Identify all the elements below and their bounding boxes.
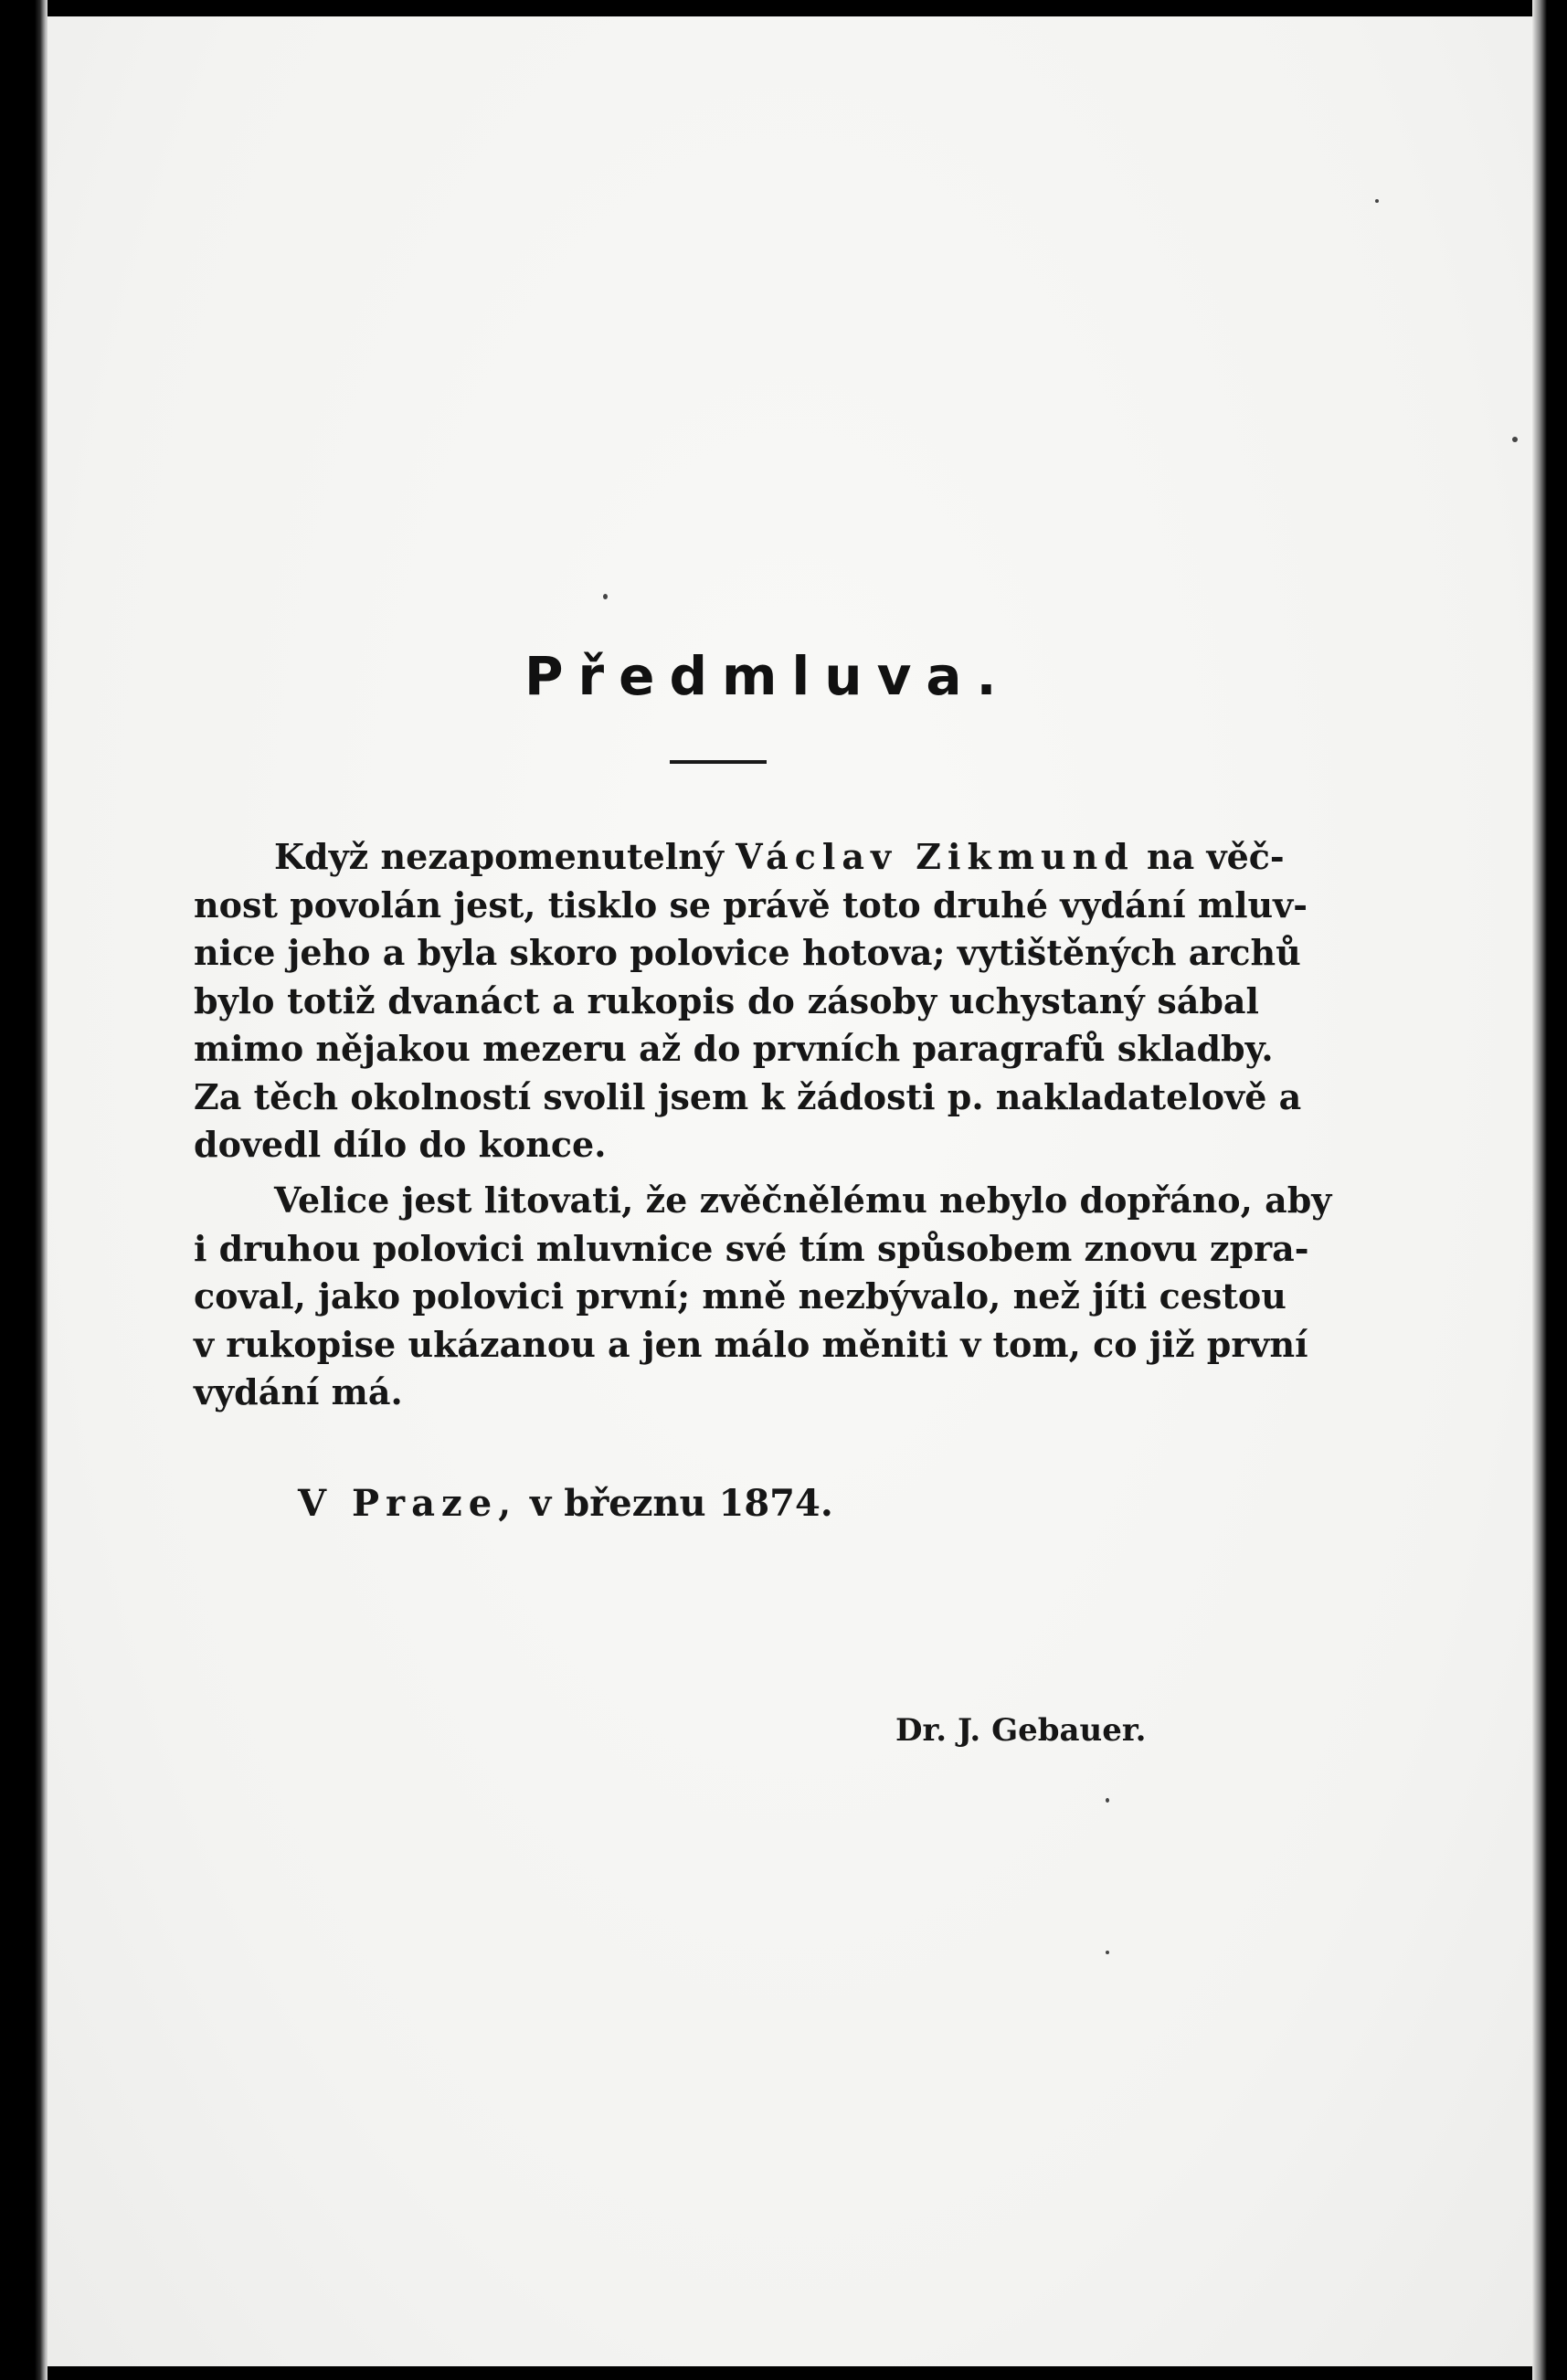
paragraph-line [194, 833, 1285, 882]
paragraph-line: bylo totiž dvanáct a rukopis do zásoby uchystaný sábal [194, 979, 1259, 1021]
page-right-edge [1532, 0, 1567, 2380]
page-title: Předmluva. [524, 645, 1011, 707]
paragraph-line: coval, jako polovici první; mně nezbývalo, než jíti cestou [194, 1275, 1286, 1317]
paper-speck [1375, 199, 1379, 203]
paragraph-2 [194, 1177, 1332, 1417]
author-name-spaced: Václav Zikmund [736, 836, 1135, 877]
line-text: Když nezapomenutelný [274, 836, 736, 877]
author-signature: Dr. J. Gebauer. [895, 1712, 1147, 1749]
paragraph-line: nice jeho a byla skoro polovice hotova; vytištěných archů [194, 932, 1301, 973]
dateline-date: v březnu 1874. [517, 1482, 833, 1525]
paragraph-line: i druhou polovici mluvnice své tím spůsobem znovu zpra- [194, 1227, 1309, 1269]
paragraph-line: mimo nějakou mezeru až do prvních paragrafů skladby. [194, 1028, 1274, 1069]
line-text: na věč- [1134, 836, 1285, 877]
title-divider [670, 760, 767, 764]
paragraph-1 [194, 833, 1308, 1169]
paragraph-line: Za těch okolností svolil jsem k žádosti p. nakladatelově a [194, 1075, 1302, 1117]
paragraph-line: Velice jest litovati, že zvěčnělému nebylo dopřáno, aby [274, 1179, 1332, 1221]
paragraph-line: nost povolán jest, tisklo se právě toto druhé vydání mluv- [194, 883, 1308, 926]
dateline [298, 1478, 833, 1529]
book-binding-edge [0, 0, 48, 2380]
dateline-place: V Praze, [298, 1482, 518, 1525]
paragraph-line: dovedl dílo do konce. [194, 1124, 607, 1165]
paper-speck [603, 594, 608, 599]
paper-speck [1106, 1798, 1109, 1803]
paper-speck [1512, 437, 1518, 442]
paragraph-line: v rukopise ukázanou a jen málo měniti v tom, co již první [194, 1323, 1308, 1365]
paper-speck [1106, 1951, 1109, 1954]
paragraph-line: vydání má. [194, 1371, 403, 1412]
